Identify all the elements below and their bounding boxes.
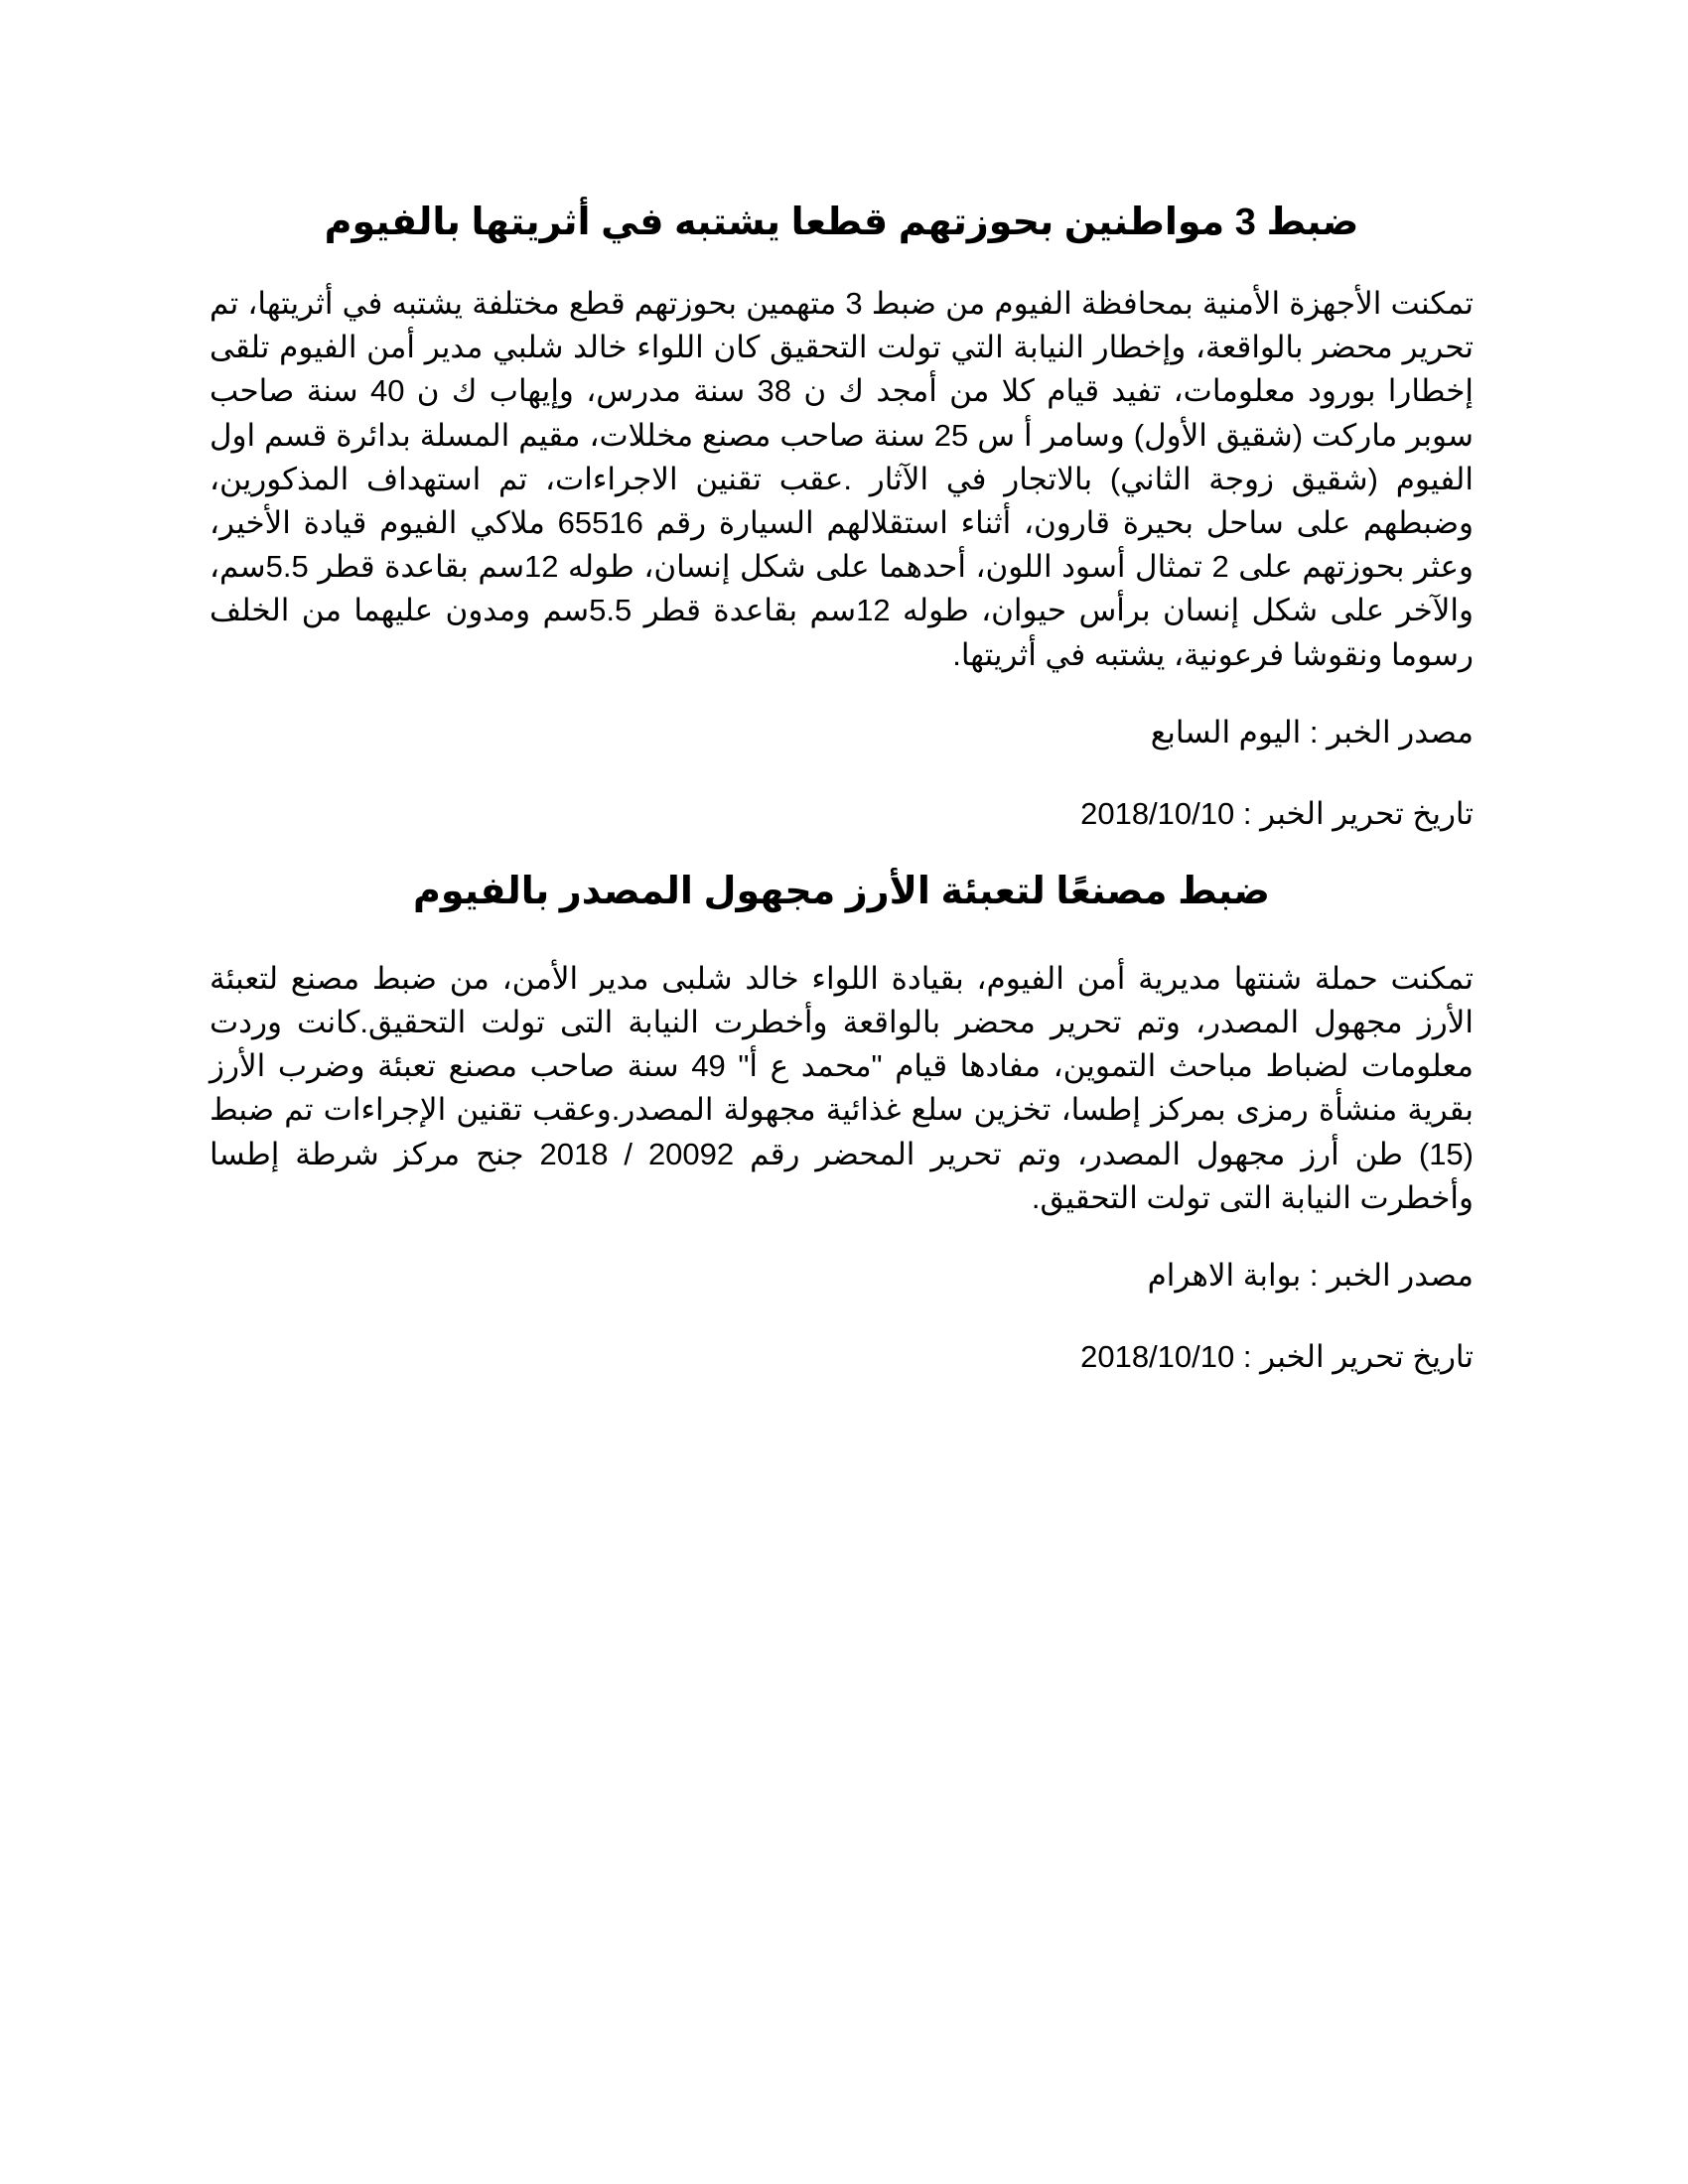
article-2-body: تمكنت حملة شنتها مديرية أمن الفيوم، بقيادة اللواء خالد شلبى مدير الأمن، من ضبط مصنع لتعبئة الأرز مجهول المصدر، وتم تحرير محضر بالواقعة وأخطرت النيابة التى تولت التحقيق.كانت وردت معلومات لضباط مباحث التموين، مفادها قيام "محمد ع أ" 49 سنة صاحب مصنع تعبئة وضرب الأرز بقرية منشأة رمزى بمركز إطسا، تخزين سلع غذائية مجهولة المصدر.وعقب تقنين الإجراءات تم ضبط (15) طن أرز مجهول المصدر، وتم تحرير المحضر رقم 20092 / 2018 جنح مركز شرطة إطسا وأخطرت النيابة التى تولت التحقيق. [210,960,1474,1215]
article-1-body: تمكنت الأجهزة الأمنية بمحافظة الفيوم من ضبط 3 متهمين بحوزتهم قطع مختلفة يشتبه في أثريتها، تم تحرير محضر بالواقعة، وإخطار النيابة التي تولت التحقيق كان اللواء خالد شلبي مدير أمن الفيوم تلقى إخطارا بورود معلومات، تفيد قيام كلا من أمجد ك ن 38 سنة مدرس، وإيهاب ك ن 40 سنة صاحب سوبر ماركت (شقيق الأول) وسامر أ س 25 سنة صاحب مصنع مخللات، مقيم المسلة بدائرة قسم اول الفيوم (شقيق زوجة الثاني) بالاتجار في الآثار .عقب تقنين الاجراءات، تم استهداف المذكورين، وضبطهم على ساحل بحيرة قارون، أثناء استقلالهم السيارة رقم 65516 ملاكي الفيوم قيادة الأخير، وعثر بحوزتهم على 2 تمثال أسود اللون، أحدهما على شكل إنسان، طوله 12سم بقاعدة قطر 5.5سم، والآخر على شكل إنسان برأس حيوان، طوله 12سم بقاعدة قطر 5.5سم ومدون عليهما من الخلف رسوما ونقوشا فرعونية، يشتبه في أثريتها. [210,286,1475,672]
news-article-2 [210,864,1474,1379]
article-2-date: تاريخ تحرير الخبر : 2018/10/10 [1080,1339,1474,1375]
news-article-1 [210,195,1474,836]
article-2-headline: ضبط مصنعًا لتعبئة الأرز مجهول المصدر بالفيوم [412,870,1270,912]
article-1-headline: ضبط 3 مواطنين بحوزتهم قطعا يشتبه في أثريتها بالفيوم [324,202,1359,243]
article-1-date: تاريخ تحرير الخبر : 2018/10/10 [1080,795,1474,831]
article-2-source: مصدر الخبر : بوابة الاهرام [1147,1258,1474,1294]
article-1-source: مصدر الخبر : اليوم السابع [1150,714,1474,750]
